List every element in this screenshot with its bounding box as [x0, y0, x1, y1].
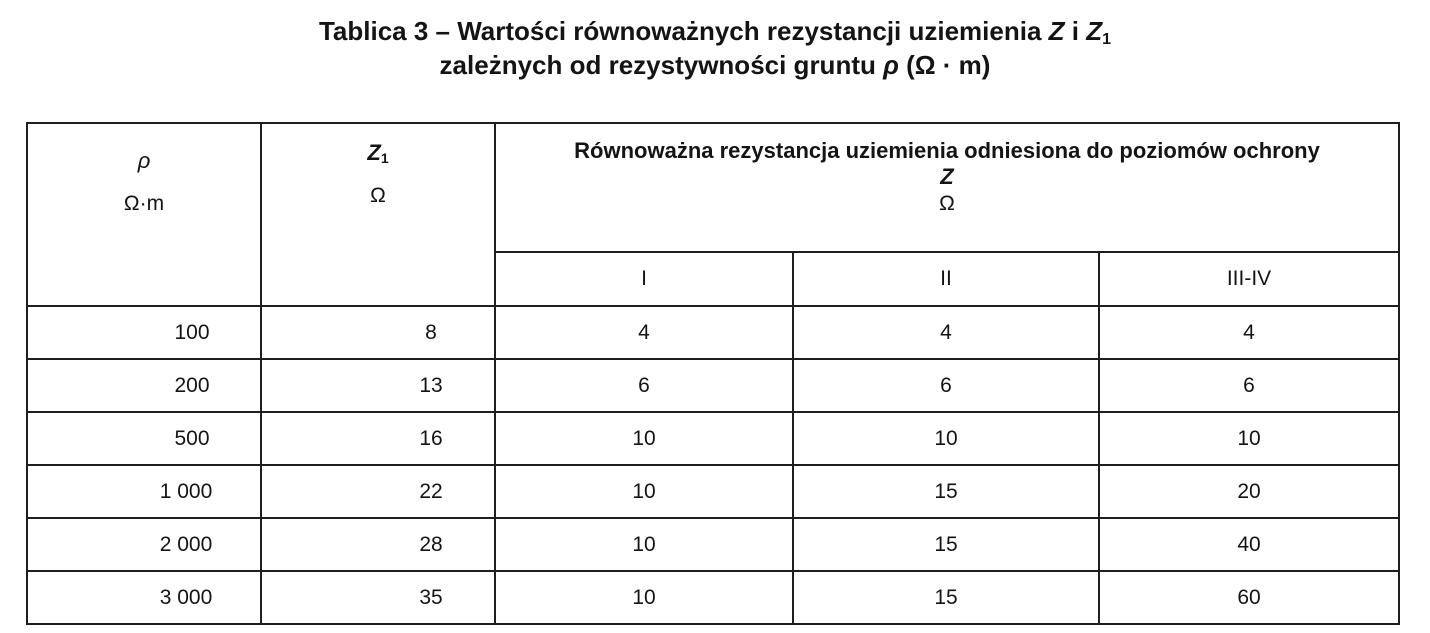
cell-level-iii-iv: 10: [1099, 412, 1399, 465]
caption-line-1: [0, 14, 1430, 48]
table-row: [27, 571, 1399, 624]
cell-rho: 200: [27, 359, 261, 412]
cell-level-iii-iv: 4: [1099, 306, 1399, 359]
cell-rho: 1 000: [27, 465, 261, 518]
z1-symbol: [262, 124, 494, 166]
header-row-1: [27, 123, 1399, 252]
header-rho: [27, 123, 261, 306]
cell-z1: 22: [261, 465, 495, 518]
cell-level-ii: 15: [793, 571, 1099, 624]
group-title: Równoważna rezystancja uziemienia odniesiona do poziomów ochrony: [574, 138, 1320, 163]
cell-z1: 28: [261, 518, 495, 571]
resistance-table: [26, 122, 1400, 625]
caption-rho-symbol: ρ: [883, 50, 899, 80]
caption-conjunction: i: [1064, 16, 1087, 46]
rho-symbol: ρ: [137, 148, 151, 173]
header-level-iii-iv: III-IV: [1099, 252, 1399, 306]
cell-z1: 8: [261, 306, 495, 359]
caption-line-1-text: Tablica 3 – Wartości równoważnych rezystancji uziemienia: [318, 16, 1049, 46]
caption-z-symbol: Z: [1048, 16, 1065, 46]
table-row: [27, 359, 1399, 412]
caption-line-2-text: zależnych od rezystywności gruntu: [439, 50, 884, 80]
z1-unit: Ω: [370, 184, 386, 207]
cell-level-ii: 6: [793, 359, 1099, 412]
cell-rho: 500: [27, 412, 261, 465]
cell-level-ii: 15: [793, 518, 1099, 571]
cell-level-iii-iv: 20: [1099, 465, 1399, 518]
cell-rho: 3 000: [27, 571, 261, 624]
header-level-i: I: [495, 252, 793, 306]
table-row: [27, 518, 1399, 571]
cell-level-iii-iv: 60: [1099, 571, 1399, 624]
cell-level-i: 10: [495, 412, 793, 465]
z1-letter: Z: [367, 140, 381, 165]
cell-level-ii: 15: [793, 465, 1099, 518]
cell-level-i: 10: [495, 518, 793, 571]
caption-line-2: [0, 48, 1430, 82]
cell-rho: 100: [27, 306, 261, 359]
group-unit: Ω: [939, 192, 955, 215]
rho-unit: Ω·m: [123, 192, 165, 215]
cell-level-i: 10: [495, 465, 793, 518]
cell-level-i: 6: [495, 359, 793, 412]
cell-z1: 16: [261, 412, 495, 465]
cell-level-iii-iv: 40: [1099, 518, 1399, 571]
cell-z1: 13: [261, 359, 495, 412]
z1-subscript: 1: [380, 150, 389, 166]
caption-unit: (Ω · m): [898, 50, 991, 80]
caption-z1-subscript: 1: [1102, 31, 1112, 48]
header-z1: [261, 123, 495, 306]
cell-level-iii-iv: 6: [1099, 359, 1399, 412]
cell-level-i: 10: [495, 571, 793, 624]
table-row: [27, 465, 1399, 518]
table-row: [27, 412, 1399, 465]
cell-level-ii: 4: [793, 306, 1099, 359]
cell-rho: 2 000: [27, 518, 261, 571]
cell-z1: 35: [261, 571, 495, 624]
group-symbol: Z: [940, 164, 954, 189]
header-group: [495, 123, 1399, 252]
caption-z1-symbol: Z: [1086, 16, 1103, 46]
cell-level-ii: 10: [793, 412, 1099, 465]
table-row: [27, 306, 1399, 359]
cell-level-i: 4: [495, 306, 793, 359]
header-level-ii: II: [793, 252, 1099, 306]
table-caption: [0, 14, 1430, 82]
